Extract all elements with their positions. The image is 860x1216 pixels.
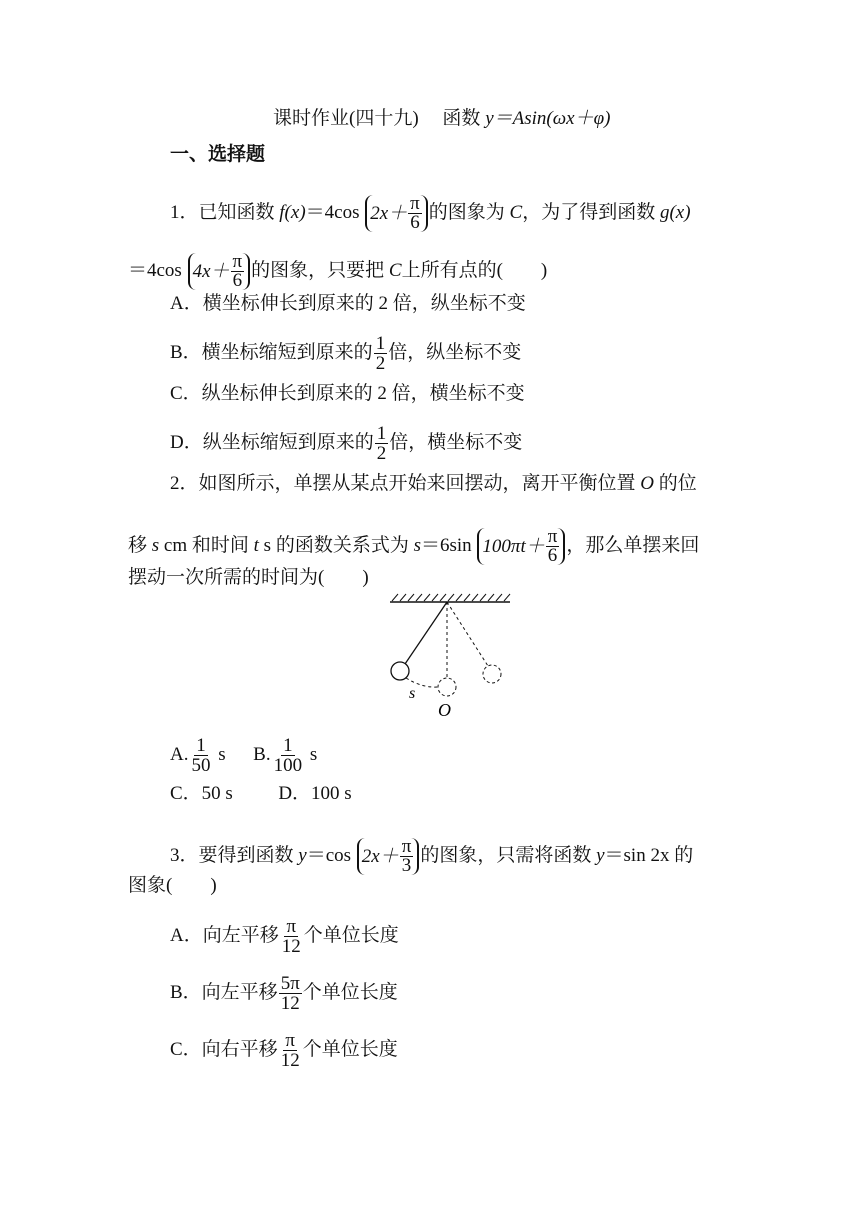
q2-line3: 摆动一次所需的时间为( ) [128, 567, 369, 588]
q2-option-b-pre: B. [253, 743, 271, 765]
q1-line2 [128, 253, 547, 290]
equilibrium-bob [438, 678, 456, 696]
q2-paren-pre: 100πt＋ [482, 535, 545, 557]
frac-num: π [286, 916, 297, 937]
frac-den: 12 [280, 993, 300, 1014]
q1-C1: C [509, 201, 523, 223]
frac-den: 2 [375, 353, 386, 374]
q3-option-a-post: 个单位长度 [303, 924, 399, 946]
q3-line1 [170, 838, 693, 875]
q2-line1-text: 如图所示，单摆从某点开始来回摆动，离开平衡位置 [198, 473, 636, 494]
q2-line2-a: 移 [128, 534, 148, 556]
q2-option-a-pre: A. [170, 743, 189, 765]
q3-option-b-pre: B．向左平移 [170, 981, 278, 1003]
q2-line2-c: s 的函数关系式为 [258, 534, 409, 556]
frac-num: π [401, 836, 412, 857]
frac-num: π [285, 1030, 295, 1051]
frac-num: 1 [283, 735, 293, 756]
q2-paren [477, 528, 565, 565]
page-title [273, 107, 610, 131]
frac-num: 1 [376, 423, 387, 444]
q1-paren1-frac [408, 195, 422, 232]
q2-paren-frac [546, 528, 560, 565]
q2-t1: t [253, 534, 259, 556]
frac-num: 1 [375, 333, 386, 354]
right-string [447, 602, 488, 666]
q1-line1 [170, 195, 691, 232]
q3-text-b: 的图象，只需将函数 [420, 844, 592, 866]
q2-line2-d: ，那么单摆来回 [566, 534, 700, 556]
q2-O: O [640, 473, 655, 494]
frac-den: 12 [281, 936, 301, 957]
q1-text-c: ，为了得到函数 [522, 201, 656, 223]
q3-y1: y [298, 844, 307, 866]
pendulum-bob [391, 662, 409, 680]
q2-number: 2． [170, 473, 199, 494]
title-prefix: 课时作业(四十九) [273, 108, 419, 129]
q1-eq2: ＝4cos [128, 259, 182, 281]
q2-option-b-frac [272, 736, 305, 775]
q3-paren-pre: 2x＋ [361, 845, 399, 867]
q3-option-b-frac [279, 974, 302, 1013]
q3-option-a-pre: A．向左平移 [170, 924, 279, 946]
q1-C2: C [388, 259, 402, 281]
q1-func-f: f(x) [279, 201, 306, 223]
q1-option-b-frac [374, 334, 388, 373]
q2-options-cd [170, 782, 352, 806]
q1-option-b-pre: B．横坐标缩短到原来的 [170, 341, 373, 363]
q2-s2: s [413, 534, 421, 556]
q3-eq2: ＝sin 2x 的 [604, 844, 694, 866]
q2-options-ab [170, 736, 317, 775]
title-formula: y＝Asin(ωx＋φ) [485, 108, 611, 129]
q2-line2-b: cm 和时间 [159, 534, 249, 556]
q1-option-a: A．横坐标伸长到原来的 2 倍，纵坐标不变 [170, 293, 526, 314]
q3-option-c-post: 个单位长度 [302, 1038, 398, 1060]
right-bob [483, 665, 501, 683]
q1-paren2-pre: 4x＋ [192, 260, 230, 282]
frac-den: 50 [191, 755, 211, 776]
q2-option-a-frac [189, 736, 212, 775]
q3-option-b-post: 个单位长度 [302, 981, 398, 1003]
q2-option-d: D．100 s [278, 783, 352, 804]
frac-den: 6 [547, 545, 558, 566]
q3-option-a [170, 917, 399, 956]
section-heading: 一、选择题 [170, 144, 266, 165]
q1-text-e: 上所有点的( ) [401, 259, 548, 281]
q3-number: 3． [170, 844, 199, 866]
frac-den: 6 [410, 212, 420, 233]
q2-line1 [170, 472, 697, 496]
frac-num: π [232, 251, 243, 272]
q1-option-d-frac [375, 424, 389, 463]
pendulum-figure [388, 590, 514, 720]
o-label: O [438, 700, 451, 720]
q1-paren2 [188, 253, 251, 290]
q3-y2: y [596, 844, 605, 866]
q2-s1: s [151, 534, 160, 556]
q1-eq1: ＝4cos [305, 201, 360, 223]
q1-number: 1． [170, 201, 199, 223]
frac-den: 100 [273, 755, 303, 776]
pendulum-string [405, 602, 447, 664]
q2-eq: ＝6sin [420, 534, 472, 556]
s-label: s [409, 685, 416, 702]
q1-paren1 [365, 195, 428, 232]
q1-option-d-post: 倍，横坐标不变 [389, 431, 523, 453]
q3-paren [357, 838, 420, 875]
frac-num: π [547, 526, 558, 547]
q2-option-b-unit: s [309, 743, 318, 765]
q1-func-g: g(x) [659, 201, 691, 223]
q1-option-b [170, 334, 521, 373]
q3-text-a: 要得到函数 [198, 844, 294, 866]
q3-option-c [170, 1031, 398, 1070]
q2-line2 [128, 528, 699, 565]
q1-option-c: C．纵坐标伸长到原来的 2 倍，横坐标不变 [170, 383, 525, 404]
q2-line1-end: 的位 [658, 473, 697, 494]
q1-option-b-post: 倍，纵坐标不变 [388, 341, 522, 363]
q3-option-c-frac [279, 1031, 302, 1070]
frac-den: 12 [280, 1050, 300, 1071]
frac-num: π [410, 193, 420, 214]
q2-option-a-unit: s [218, 743, 226, 765]
q1-option-d [170, 424, 522, 463]
q3-eq1: ＝cos [306, 844, 352, 866]
q1-paren1-pre: 2x＋ [370, 202, 408, 224]
q3-option-c-pre: C．向右平移 [170, 1038, 278, 1060]
q1-option-d-pre: D．纵坐标缩短到原来的 [170, 431, 374, 453]
frac-den: 2 [376, 443, 387, 464]
frac-num: 1 [196, 735, 206, 756]
q3-option-b [170, 974, 398, 1013]
frac-num: 5π [280, 973, 300, 994]
q3-line2: 图象( ) [128, 875, 217, 896]
frac-den: 3 [401, 855, 412, 876]
q1-text-a: 已知函数 [198, 201, 275, 223]
q1-text-b: 的图象为 [428, 201, 505, 223]
ceiling-hatching [392, 594, 510, 601]
q2-option-c: C．50 s [170, 783, 233, 804]
q3-option-a-frac [280, 917, 303, 956]
q3-paren-frac [400, 838, 414, 875]
title-func: 函数 [442, 108, 481, 129]
frac-den: 6 [232, 270, 243, 291]
q1-paren2-frac [231, 253, 245, 290]
q1-text-d: 的图象，只要把 [251, 259, 385, 281]
